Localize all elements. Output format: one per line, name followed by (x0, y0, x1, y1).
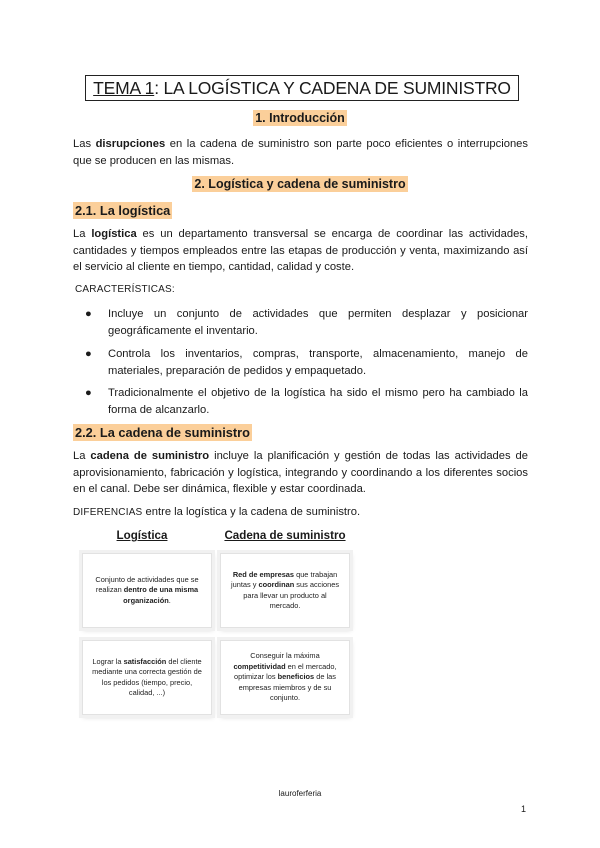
card-text-part: que trabajan juntas y (230, 569, 338, 590)
card-text-part: del cliente mediante una correcta gestión de los pedidos (tiempo, precio, calidad, ...) (92, 656, 202, 697)
cadena-post: incluye la planificación y gestión de todas las actividades de aprovisionamiento, fabricación y logística, integrando y coordinando a los diferentes socios en el canal. Debe ser dinámica, flexible y estar coordinada. (73, 450, 528, 496)
bullet-text: Incluye un conjunto de actividades que permiten desplazar y posicionar geográficamente el inventario. (108, 308, 528, 337)
differences-label: DIFERENCIAS (73, 507, 143, 518)
differences-rest: entre la logística y la cadena de suministro. (142, 506, 361, 518)
card-text-part: . (168, 595, 171, 605)
logistica-post: es un departamento transversal se encarga de coordinar las actividades, cantidades y tiempos empleados entre las etapas de producción y venta, maximizando así el servicio al cliente en tiempo, cantidad, calidad y coste. (73, 228, 528, 274)
card-text-part: Conseguir la máxima (250, 651, 320, 661)
logistica-heading-wrap (73, 203, 172, 218)
card-text (89, 657, 205, 699)
cadena-pre: La (73, 450, 91, 462)
bullet-icon: ● (85, 308, 92, 320)
card-cadena-definition (220, 553, 350, 628)
card-text-part: de las empresas miembros y de su conjunto. (238, 672, 336, 703)
card-text-bold: satisfacción (123, 656, 167, 666)
cadena-bold: cadena de suministro (90, 450, 210, 462)
differences-line (73, 504, 528, 522)
bullet-item (85, 385, 528, 418)
bullet-icon: ● (85, 387, 92, 399)
card-cadena-objective (220, 640, 350, 715)
card-text-bold: coordinan (258, 580, 295, 590)
card-logistica-objective (82, 640, 212, 715)
logistica-pre: La (73, 228, 92, 240)
document-title (85, 75, 519, 101)
bullet-item (85, 346, 528, 379)
bullet-text: Controla los inventarios, compras, transporte, almacenamiento, manejo de materiales, preparación de pedidos y empaquetado. (108, 348, 528, 377)
page-number: 1 (521, 804, 527, 814)
card-text-bold: dentro de una misma organización (123, 585, 199, 605)
cadena-paragraph (73, 448, 528, 498)
column-header-logistica: Logística (116, 529, 168, 542)
characteristics-label: CARACTERÍSTICAS: (75, 284, 175, 295)
section2-heading: 2. Logística y cadena de suministro (194, 177, 406, 191)
bullet-icon: ● (85, 348, 92, 360)
card-logistica-definition (82, 553, 212, 628)
logistica-bold: logística (91, 228, 137, 240)
column-header-cadena: Cadena de suministro (224, 529, 346, 542)
card-text-part: sus acciones para llevar un producto al mercado. (243, 580, 340, 610)
intro-heading-wrap (0, 111, 600, 125)
intro-paragraph (73, 136, 528, 169)
title-prefix: TEMA 1 (93, 78, 155, 98)
bullet-text: Tradicionalmente el objetivo de la logística ha sido el mismo pero ha cambiado la forma de alcanzarlo. (108, 387, 528, 416)
cadena-heading-wrap (73, 425, 252, 440)
intro-bold: disrupciones (95, 138, 166, 150)
card-text (227, 651, 343, 703)
card-text (89, 575, 205, 606)
intro-heading: 1. Introducción (255, 111, 345, 125)
title-rest: : LA LOGÍSTICA Y CADENA DE SUMINISTRO (154, 78, 511, 98)
logistica-paragraph (73, 226, 528, 276)
bullet-item (85, 306, 528, 339)
section2-heading-wrap (0, 177, 600, 191)
cadena-heading: 2.2. La cadena de suministro (75, 425, 250, 440)
logistica-heading: 2.1. La logística (75, 203, 171, 218)
intro-post: en la cadena de suministro son parte poco eficientes o interrupciones que se producen en las mismas. (73, 138, 528, 167)
card-text-part: Conjunto de actividades que se realizan (95, 574, 199, 595)
footer-author: lauroferferia (278, 789, 322, 798)
card-text-part: Lograr la (92, 656, 124, 666)
card-text (227, 570, 343, 612)
card-text-bold: competitividad (233, 661, 286, 671)
card-text-part: en el mercado, optimizar los (234, 661, 337, 682)
intro-pre: Las (73, 138, 96, 150)
card-text-bold: Red de empresas (232, 569, 295, 579)
card-text-bold: beneficios (277, 672, 315, 682)
